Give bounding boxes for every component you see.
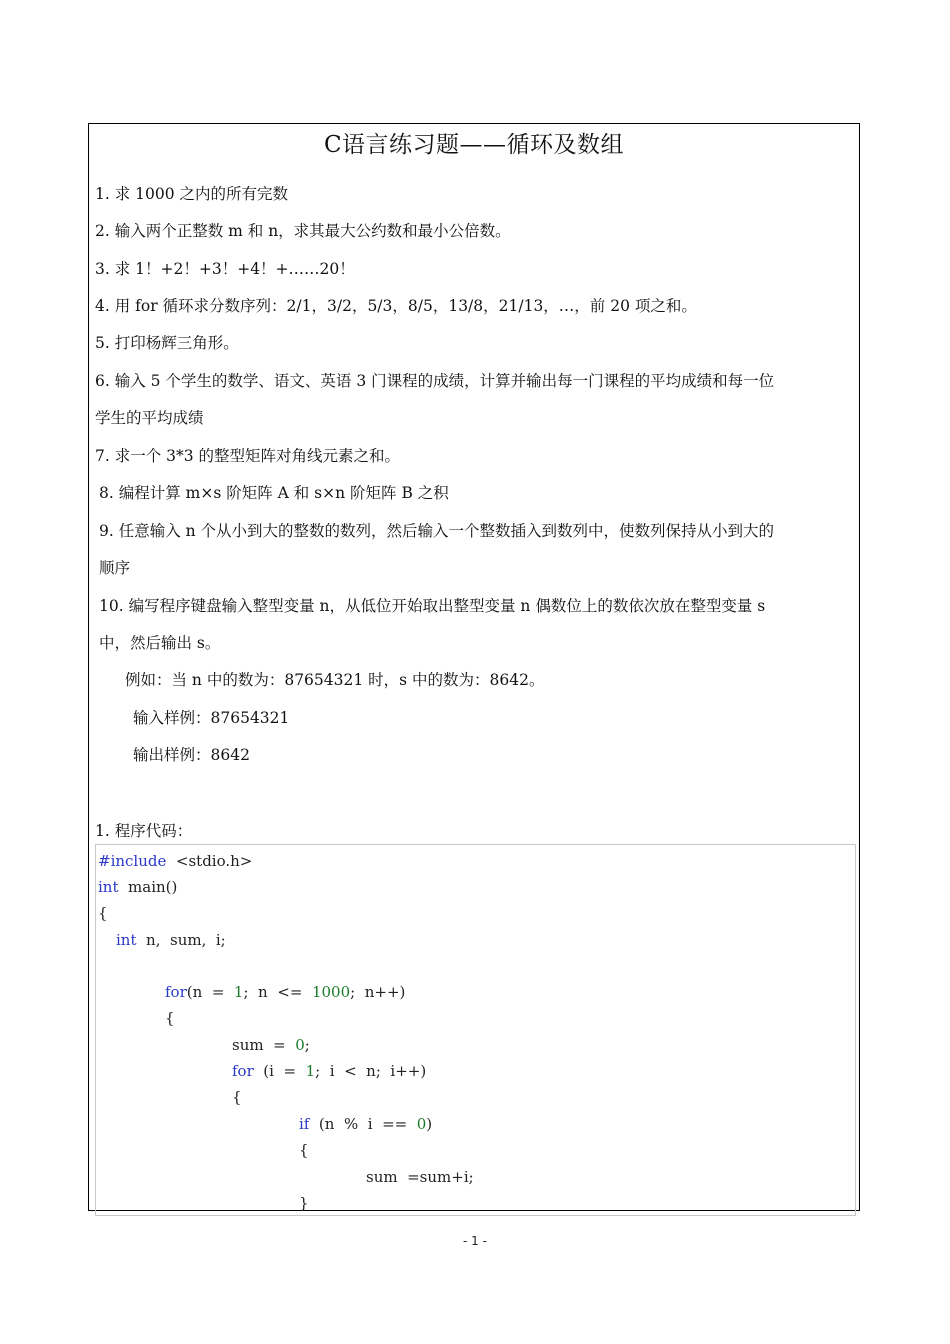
number: 1: [305, 1062, 316, 1080]
code-line-11: {: [299, 1141, 309, 1159]
sample-output: 输出样例：8642: [133, 746, 250, 764]
question-8: 8. 编程计算 m×s 阶矩阵 A 和 s×n 阶矩阵 B 之积: [99, 484, 449, 502]
code-text: <stdio.h>: [166, 852, 253, 870]
keyword: int: [116, 931, 137, 949]
code-text: ; n++): [350, 983, 406, 1001]
question-5: 5. 打印杨辉三角形。: [95, 334, 239, 352]
example-text: 例如：当 n 中的数为：87654321 时，s 中的数为：8642。: [125, 671, 545, 689]
exercise-frame: [88, 123, 860, 1211]
code-line-4: [116, 930, 226, 950]
code-line-2: [98, 877, 177, 897]
question-7: 7. 求一个 3*3 的整型矩阵对角线元素之和。: [95, 447, 401, 465]
code-line-7: [232, 1035, 310, 1055]
code-line-10: [299, 1114, 432, 1134]
keyword: int: [98, 878, 119, 896]
code-line-12: sum =sum+i;: [366, 1168, 474, 1186]
code-line-1: [98, 851, 252, 871]
page-title: C语言练习题——循环及数组: [323, 132, 625, 158]
code-text: (n =: [186, 983, 234, 1001]
code-text: n, sum, i;: [136, 931, 226, 949]
question-9-cont: 顺序: [99, 559, 131, 577]
code-text: sum =: [232, 1036, 296, 1054]
code-text: (n % i ==: [309, 1115, 417, 1133]
question-6-cont: 学生的平均成绩: [95, 409, 204, 427]
code-line-13: }: [299, 1194, 309, 1212]
question-10-cont: 中，然后输出 s。: [99, 634, 221, 652]
page-number: - 1 -: [463, 1234, 487, 1248]
code-block: [95, 844, 856, 1216]
code-text: ): [426, 1115, 433, 1133]
code-line-5: [165, 982, 405, 1002]
question-1: 1. 求 1000 之内的所有完数: [95, 185, 289, 203]
keyword: for: [165, 983, 187, 1001]
code-line-3: {: [98, 904, 108, 922]
question-6: 6. 输入 5 个学生的数学、语文、英语 3 门课程的成绩，计算并输出每一门课程的平均成绩和每一位: [95, 372, 775, 390]
sample-input: 输入样例：87654321: [133, 709, 290, 727]
code-text: main(): [118, 878, 178, 896]
code-text: ;: [304, 1036, 310, 1054]
code-text: (i =: [253, 1062, 306, 1080]
keyword: if: [299, 1115, 310, 1133]
code-line-8: [232, 1061, 426, 1081]
question-9: 9. 任意输入 n 个从小到大的整数的数列，然后输入一个整数插入到数列中，使数列保持从小到大的: [99, 522, 775, 540]
number: 1000: [311, 983, 351, 1001]
code-text: ; i < n; i++): [315, 1062, 427, 1080]
number: 0: [295, 1036, 305, 1054]
question-3: 3. 求 1！+2！+3！+4！+……20！: [95, 260, 355, 278]
code-text: ; n <=: [243, 983, 312, 1001]
answer-heading: 1. 程序代码：: [95, 822, 193, 840]
keyword: #include: [98, 852, 167, 870]
keyword: for: [232, 1062, 254, 1080]
number: 1: [233, 983, 244, 1001]
code-line-9: {: [232, 1088, 242, 1106]
question-4: 4. 用 for 循环求分数序列：2/1，3/2，5/3，8/5，13/8，21/13，…，前 20 项之和。: [95, 297, 697, 315]
question-10: 10. 编写程序键盘输入整型变量 n，从低位开始取出整型变量 n 偶数位上的数依次放在整型变量 s: [99, 597, 766, 615]
question-2: 2. 输入两个正整数 m 和 n，求其最大公约数和最小公倍数。: [95, 222, 511, 240]
code-line-6: {: [165, 1009, 175, 1027]
number: 0: [416, 1115, 427, 1133]
